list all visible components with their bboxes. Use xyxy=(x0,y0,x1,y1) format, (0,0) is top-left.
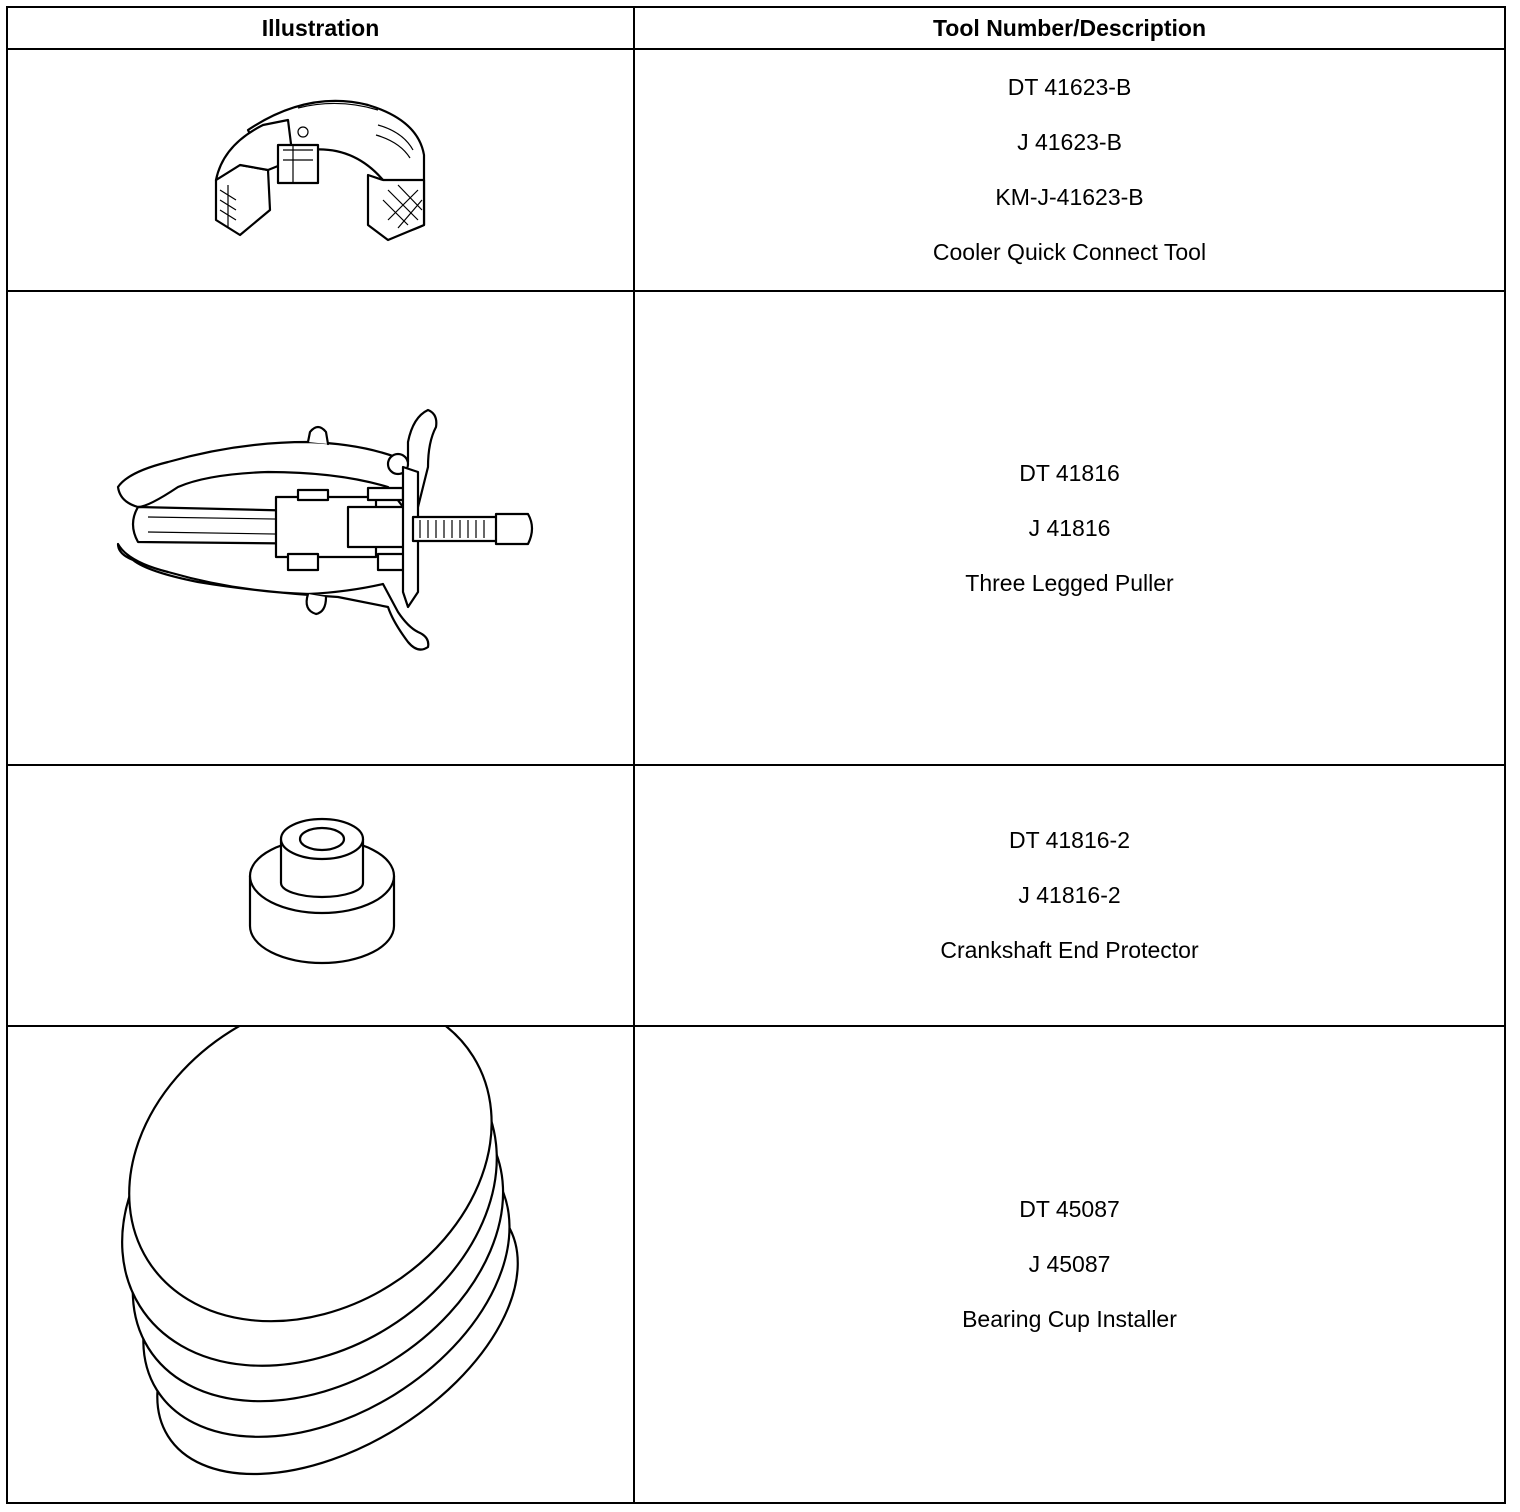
table-header-row xyxy=(8,8,1504,50)
tool-number-j: J 41816 xyxy=(1028,514,1111,541)
tool-number-dt: DT 41816 xyxy=(1019,459,1120,486)
tool-number-dt: DT 41623-B xyxy=(1007,74,1132,100)
illustration-cell xyxy=(8,50,635,290)
tool-description: Cooler Quick Connect Tool xyxy=(932,239,1207,265)
tool-number-j: J 45087 xyxy=(1028,1251,1111,1277)
tool-description: Three Legged Puller xyxy=(965,569,1174,596)
tool-description: Crankshaft End Protector xyxy=(940,937,1199,963)
description-cell xyxy=(635,292,1504,764)
table-row xyxy=(8,766,1504,1027)
tool-description: Bearing Cup Installer xyxy=(962,1306,1177,1332)
bearing-cup-installer-icon xyxy=(8,1027,635,1500)
tool-number-dt: DT 41816-2 xyxy=(1008,827,1131,853)
illustration-cell xyxy=(8,766,635,1025)
tool-number-dt: DT 45087 xyxy=(1019,1196,1120,1222)
description-cell xyxy=(635,50,1504,290)
tool-number-km: KM-J-41623-B xyxy=(995,184,1144,210)
table-row xyxy=(8,1027,1504,1502)
cooler-quick-connect-tool-icon xyxy=(8,50,635,290)
tool-number-j: J 41816-2 xyxy=(1018,882,1121,908)
illustration-cell xyxy=(8,1027,635,1502)
description-cell xyxy=(635,1027,1504,1502)
header-illustration: Illustration xyxy=(261,14,380,41)
table-row xyxy=(8,292,1504,766)
table-row xyxy=(8,50,1504,292)
header-illustration-cell xyxy=(8,8,635,48)
header-description-cell xyxy=(635,8,1504,48)
tool-number-j: J 41623-B xyxy=(1017,129,1122,155)
description-cell xyxy=(635,766,1504,1025)
three-legged-puller-icon xyxy=(8,292,635,764)
crankshaft-end-protector-icon xyxy=(8,766,635,1025)
tool-table xyxy=(6,6,1506,1504)
illustration-cell xyxy=(8,292,635,764)
header-tool-description: Tool Number/Description xyxy=(932,14,1207,41)
